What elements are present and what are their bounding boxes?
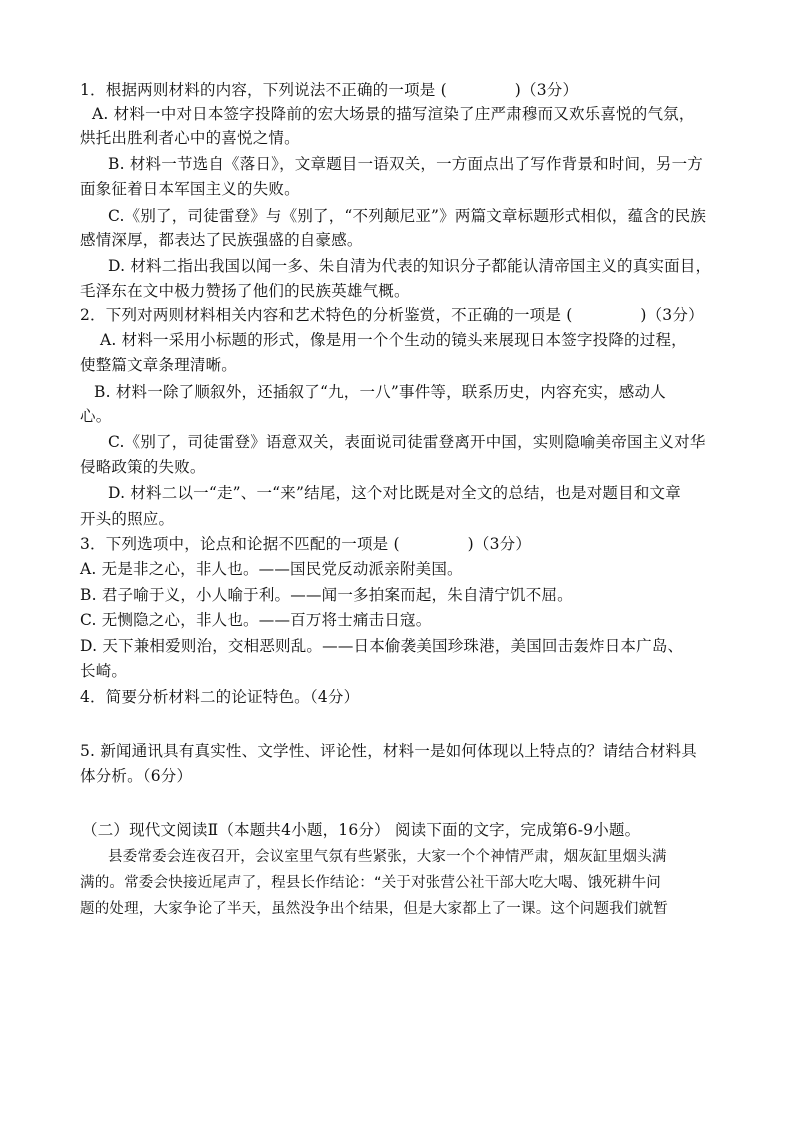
q1-option-a-cont: 烘托出胜利者心中的喜悦之情。 <box>80 129 300 147</box>
q3-option-c: C. 无恻隐之心，非人也。——百万将士痛击日寇。 <box>80 611 432 629</box>
q1-option-c-cont: 感情深厚，都表达了民族强盛的自豪感。 <box>80 231 363 249</box>
q1-option-b: B. 材料一节选自《落日》，文章题目一语双关，一方面点出了写作背景和时间，另一方 <box>108 155 703 173</box>
story-paragraph-line: 县委常委会连夜召开，会议室里气氛有些紧张，大家一个个神情严肃，烟灰缸里烟头满 <box>108 849 667 865</box>
q3-option-a: A. 无是非之心，非人也。——国民党反动派亲附美国。 <box>80 560 463 578</box>
q2-option-d: D. 材料二以一“走”、一“来”结尾，这个对比既是对全文的总结，也是对题目和文章 <box>108 484 681 502</box>
q2-option-d-cont: 开头的照应。 <box>80 510 175 528</box>
q1-option-d: D. 材料二指出我国以闻一多、朱自清为代表的知识分子都能认清帝国主义的真实面目， <box>108 257 712 275</box>
q2-option-b-cont: 心。 <box>80 407 112 425</box>
q1-option-b-cont: 面象征着日本军国主义的失败。 <box>80 180 300 198</box>
q3-option-b: B. 君子喻于义，小人喻于利。——闻一多拍案而起，朱自清宁饥不屈。 <box>80 586 573 604</box>
q2-stem: 2．下列对两则材料相关内容和艺术特色的分析鉴赏，不正确的一项是 ( )（3分） <box>80 306 704 324</box>
q2-option-a: A. 材料一采用小标题的形式，像是用一个个生动的镜头来展现日本签字投降的过程， <box>100 331 687 349</box>
story-paragraph-line: 题的处理，大家争论了半天，虽然没争出个结果，但是大家都上了一课。这个问题我们就暂 <box>80 901 668 917</box>
q1-option-a: A. 材料一中对日本签字投降前的宏大场景的描写渲染了庄严肃穆而又欢乐喜悦的气氛， <box>92 105 695 123</box>
q2-option-c: C.《别了，司徒雷登》语意双关，表面说司徒雷登离开中国，实则隐喻美帝国主义对华 <box>108 433 706 451</box>
q2-option-c-cont: 侵略政策的失败。 <box>80 458 206 476</box>
q1-stem: 1．根据两则材料的内容，下列说法不正确的一项是 ( )（3分） <box>80 81 579 99</box>
q3-stem: 3．下列选项中，论点和论据不匹配的一项是 ( )（3分） <box>80 535 532 553</box>
q3-option-d-cont: 长崎。 <box>80 662 128 680</box>
q2-option-a-cont: 使整篇文章条理清晰。 <box>80 356 238 374</box>
q2-option-b: B. 材料一除了顺叙外，还插叙了“九，一八”事件等，联系历史，内容充实，感动人 <box>94 383 666 401</box>
q1-option-d-cont: 毛泽东在文中极力赞扬了他们的民族英雄气概。 <box>80 282 410 300</box>
q5-stem: 5. 新闻通讯具有真实性、文学性、评论性，材料一是如何体现以上特点的？请结合材料具 <box>80 742 697 760</box>
q4-stem: 4．简要分析材料二的论证特色。（4分） <box>80 688 360 706</box>
q5-stem-cont: 体分析。（6分） <box>80 767 193 785</box>
q3-option-d: D. 天下兼相爱则治，交相恶则乱。——日本偷袭美国珍珠港，美国回击轰炸日本广岛、 <box>80 637 684 655</box>
section-heading: （二）现代文阅读Ⅱ（本题共4小题，16分） 阅读下面的文字，完成第6-9小题。 <box>82 821 641 839</box>
story-paragraph-line: 满的。常委会快接近尾声了，程县长作结论：“关于对张营公社干部大吃大喝、饿死耕牛问 <box>80 875 662 891</box>
q1-option-c: C.《别了，司徒雷登》与《别了，“不列颠尼亚”》两篇文章标题形式相似，蕴含的民族 <box>108 207 707 225</box>
